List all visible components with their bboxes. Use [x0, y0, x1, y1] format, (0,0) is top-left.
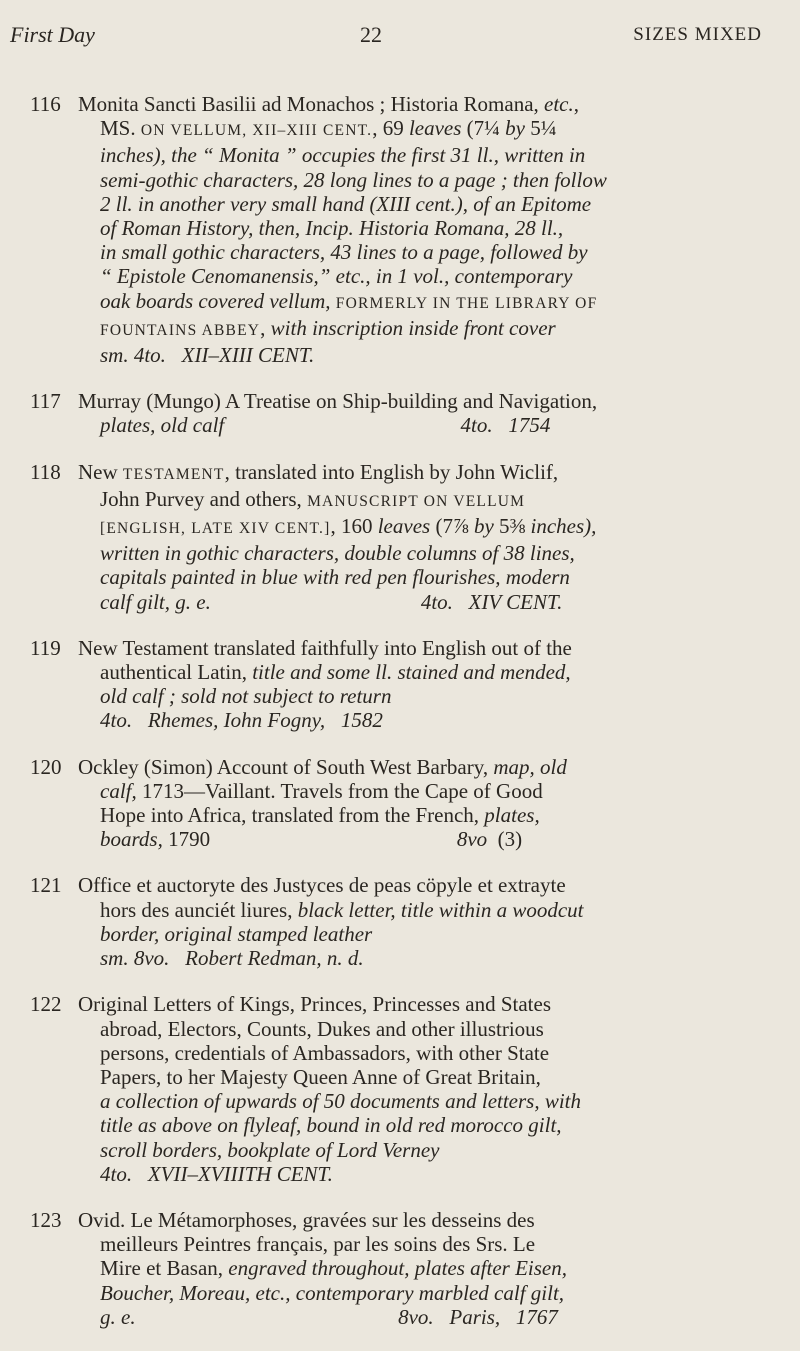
text-run: New Testament translated faithfully into English out of the	[78, 635, 572, 660]
lot-entry	[0, 1208, 800, 1329]
lot-entry	[0, 992, 800, 1186]
lot-number: 122	[30, 992, 62, 1017]
lot-line	[78, 541, 762, 565]
lot-line	[78, 873, 762, 897]
text-run: New	[78, 459, 123, 484]
lot-line	[78, 1113, 762, 1137]
lot-entry	[0, 755, 800, 852]
lot-line	[78, 240, 762, 264]
lot-line	[78, 946, 762, 970]
lot-entry	[0, 636, 800, 733]
text-run: authentical Latin,	[100, 660, 253, 685]
text-run: plates, old calf 4to. 1754	[100, 413, 551, 438]
text-run: Office et auctoryte des Justyces de peas cöpyle et extrayte	[78, 873, 566, 898]
lot-description	[78, 1208, 762, 1329]
lot-line	[78, 92, 762, 116]
text-run: Monita Sancti Basilii ad Monachos ; Historia Romana,	[78, 92, 545, 116]
text-run: map, old	[493, 754, 567, 779]
lot-line	[78, 1208, 762, 1232]
text-run: semi-gothic characters, 28 long lines to a page ; then follow	[100, 167, 607, 192]
lot-line	[78, 1065, 762, 1089]
text-run: engraved throughout, plates after Eisen,	[228, 1256, 567, 1281]
lot-line	[78, 1138, 762, 1162]
text-run: sm. 8vo. Robert Redman, n. d.	[100, 946, 364, 971]
lot-entry	[0, 460, 800, 614]
lot-line	[78, 216, 762, 240]
lot-number: 118	[30, 459, 61, 484]
text-run: inches),	[530, 514, 597, 539]
text-run: Murray (Mungo) A Treatise on Ship-building and Navigation,	[78, 389, 598, 414]
text-run: Original Letters of Kings, Princes, Princesses and States	[78, 992, 551, 1017]
text-run: ON VELLUM, XII–XIII CENT.	[140, 122, 373, 140]
lot-line	[78, 389, 762, 413]
text-run: capitals painted in blue with red pen flourishes, modern	[100, 565, 570, 590]
text-run: written in gothic characters, double columns of 38 lines,	[100, 541, 575, 566]
lot-line	[78, 1256, 762, 1280]
lot-number: 123	[30, 1207, 62, 1232]
lot-line	[78, 922, 762, 946]
text-run: persons, credentials of Ambassadors, with other State	[100, 1040, 550, 1065]
text-run: TESTAMENT	[122, 465, 225, 483]
text-run: 8vo	[456, 827, 488, 852]
text-run: by	[473, 514, 494, 539]
text-run: plates,	[484, 803, 540, 828]
lot-line	[78, 1089, 762, 1113]
text-run: meilleurs Peintres français, par les soins des Srs. Le	[100, 1232, 536, 1257]
text-run: leaves	[408, 116, 462, 141]
text-run: hors des aunciét liures,	[100, 897, 298, 922]
text-run: border, original stamped leather	[100, 921, 373, 946]
lot-line	[78, 779, 762, 803]
text-run: 4to. Rhemes, Iohn Fogny, 1582	[100, 708, 383, 733]
text-run: 5¼	[525, 116, 557, 141]
lot-line	[78, 992, 762, 1016]
text-run: title as above on flyleaf, bound in old red morocco gilt,	[100, 1113, 562, 1138]
lot-description	[78, 755, 762, 852]
text-run: Boucher, Moreau, etc., contemporary marbled calf gilt,	[100, 1280, 565, 1305]
lot-line	[78, 1305, 762, 1329]
lot-entry	[0, 92, 800, 367]
text-run: with inscription inside front cover	[270, 315, 556, 340]
text-run: boards,	[100, 827, 163, 852]
lot-line	[78, 898, 762, 922]
text-run: Mire et Basan,	[100, 1256, 229, 1281]
text-run: Papers, to her Majesty Queen Anne of Great Britain,	[100, 1064, 541, 1089]
text-run: of Roman History, then, Incip. Historia Romana, 28 ll.,	[100, 216, 564, 241]
lot-description	[78, 636, 762, 733]
lot-number: 121	[30, 873, 62, 898]
page-number: 22	[360, 22, 382, 47]
lot-line	[78, 1017, 762, 1041]
text-run: (7⅞	[430, 514, 474, 539]
lot-line	[78, 1162, 762, 1186]
lot-line	[78, 590, 762, 614]
lot-line	[78, 413, 762, 437]
lot-line	[78, 460, 762, 487]
lot-line	[78, 264, 762, 288]
lot-description	[78, 389, 762, 437]
text-run: [ENGLISH, LATE XIV CENT.]	[100, 520, 331, 538]
text-run: 4to. XVII–XVIIITH CENT.	[100, 1161, 333, 1186]
section-heading: SIZES MIXED	[633, 24, 762, 45]
text-run: g. e. 8vo. Paris, 1767	[100, 1304, 558, 1329]
lot-line	[78, 316, 762, 343]
text-run: black letter,	[297, 897, 396, 922]
text-run: 5⅜	[493, 514, 531, 539]
lot-line	[78, 565, 762, 589]
text-run: Ockley (Simon) Account of South West Barbary,	[78, 754, 494, 779]
lot-description	[78, 460, 762, 614]
lot-number: 119	[30, 635, 61, 660]
lot-line	[78, 116, 762, 143]
text-run: (3)	[487, 827, 523, 852]
text-run: Hope into Africa, translated from the French,	[100, 803, 485, 828]
lot-number: 120	[30, 754, 62, 779]
lot-description	[78, 92, 762, 367]
text-run: oak boards covered vellum,	[100, 288, 336, 313]
lot-line	[78, 660, 762, 684]
text-run: , translated into English by John Wiclif,	[224, 459, 559, 484]
lot-entry	[0, 873, 800, 970]
text-run: “ Epistole Cenomanensis,” etc., in 1 vol., contemporary	[100, 264, 573, 289]
lot-line	[78, 487, 762, 514]
lot-line	[78, 168, 762, 192]
text-run: by	[505, 116, 525, 141]
lot-description	[78, 873, 762, 970]
lot-entry	[0, 389, 800, 437]
text-run: 1790	[162, 827, 457, 852]
lot-line	[78, 708, 762, 732]
lot-line	[78, 289, 762, 316]
text-run: John Purvey and others,	[100, 486, 308, 511]
text-run: in small gothic characters, 43 lines to a page, followed by	[100, 240, 588, 265]
text-run: title within a woodcut	[400, 897, 584, 922]
lot-line	[78, 1281, 762, 1305]
text-run: , 160	[330, 514, 378, 539]
lot-number: 117	[30, 389, 61, 414]
text-run: MS.	[100, 116, 141, 141]
text-run: ,	[573, 92, 580, 116]
text-run: inches), the “ Monita ” occupies the first 31 ll., written in	[100, 143, 586, 168]
page-header	[10, 22, 762, 52]
text-run: Ovid. Le Métamorphoses, gravées sur les desseins des	[78, 1207, 535, 1232]
lot-line	[78, 1041, 762, 1065]
lot-number: 116	[30, 92, 61, 116]
day-heading: First Day	[10, 22, 95, 47]
lot-line	[78, 192, 762, 216]
lot-line	[78, 684, 762, 708]
text-run: abroad, Electors, Counts, Dukes and other illustrious	[100, 1016, 544, 1041]
text-run: calf,	[100, 778, 137, 803]
lot-line	[78, 636, 762, 660]
text-run: ,	[260, 315, 271, 340]
text-run: etc.	[544, 92, 574, 116]
text-run: 1713—Vaillant. Travels from the Cape of Good	[136, 778, 543, 803]
lot-line	[78, 827, 762, 851]
lot-description	[78, 992, 762, 1186]
text-run: scroll borders, bookplate of Lord Verney	[100, 1137, 440, 1162]
text-run: 2 ll. in another very small hand (XIII cent.), of an Epitome	[100, 191, 592, 216]
lot-line	[78, 803, 762, 827]
text-run: calf gilt, g. e. 4to. XIV CENT.	[100, 589, 563, 614]
text-run: sm. 4to. XII–XIII CENT.	[100, 343, 315, 368]
text-run: (7¼	[461, 116, 506, 141]
text-run: FOUNTAINS ABBEY	[100, 321, 261, 339]
lot-line	[78, 1232, 762, 1256]
text-run: old calf ; sold not subject to return	[100, 684, 392, 709]
text-run: leaves	[377, 514, 431, 539]
lot-line	[78, 755, 762, 779]
text-run: a collection of upwards of 50 documents and letters, with	[100, 1089, 582, 1114]
text-run: FORMERLY IN THE LIBRARY OF	[335, 294, 598, 312]
lot-line	[78, 514, 762, 541]
lot-line	[78, 343, 762, 367]
lot-list	[0, 92, 800, 1351]
text-run: MANUSCRIPT ON VELLUM	[307, 492, 526, 510]
text-run: title and some ll. stained and mended,	[252, 660, 571, 685]
text-run: , 69	[372, 116, 409, 141]
lot-line	[78, 143, 762, 167]
